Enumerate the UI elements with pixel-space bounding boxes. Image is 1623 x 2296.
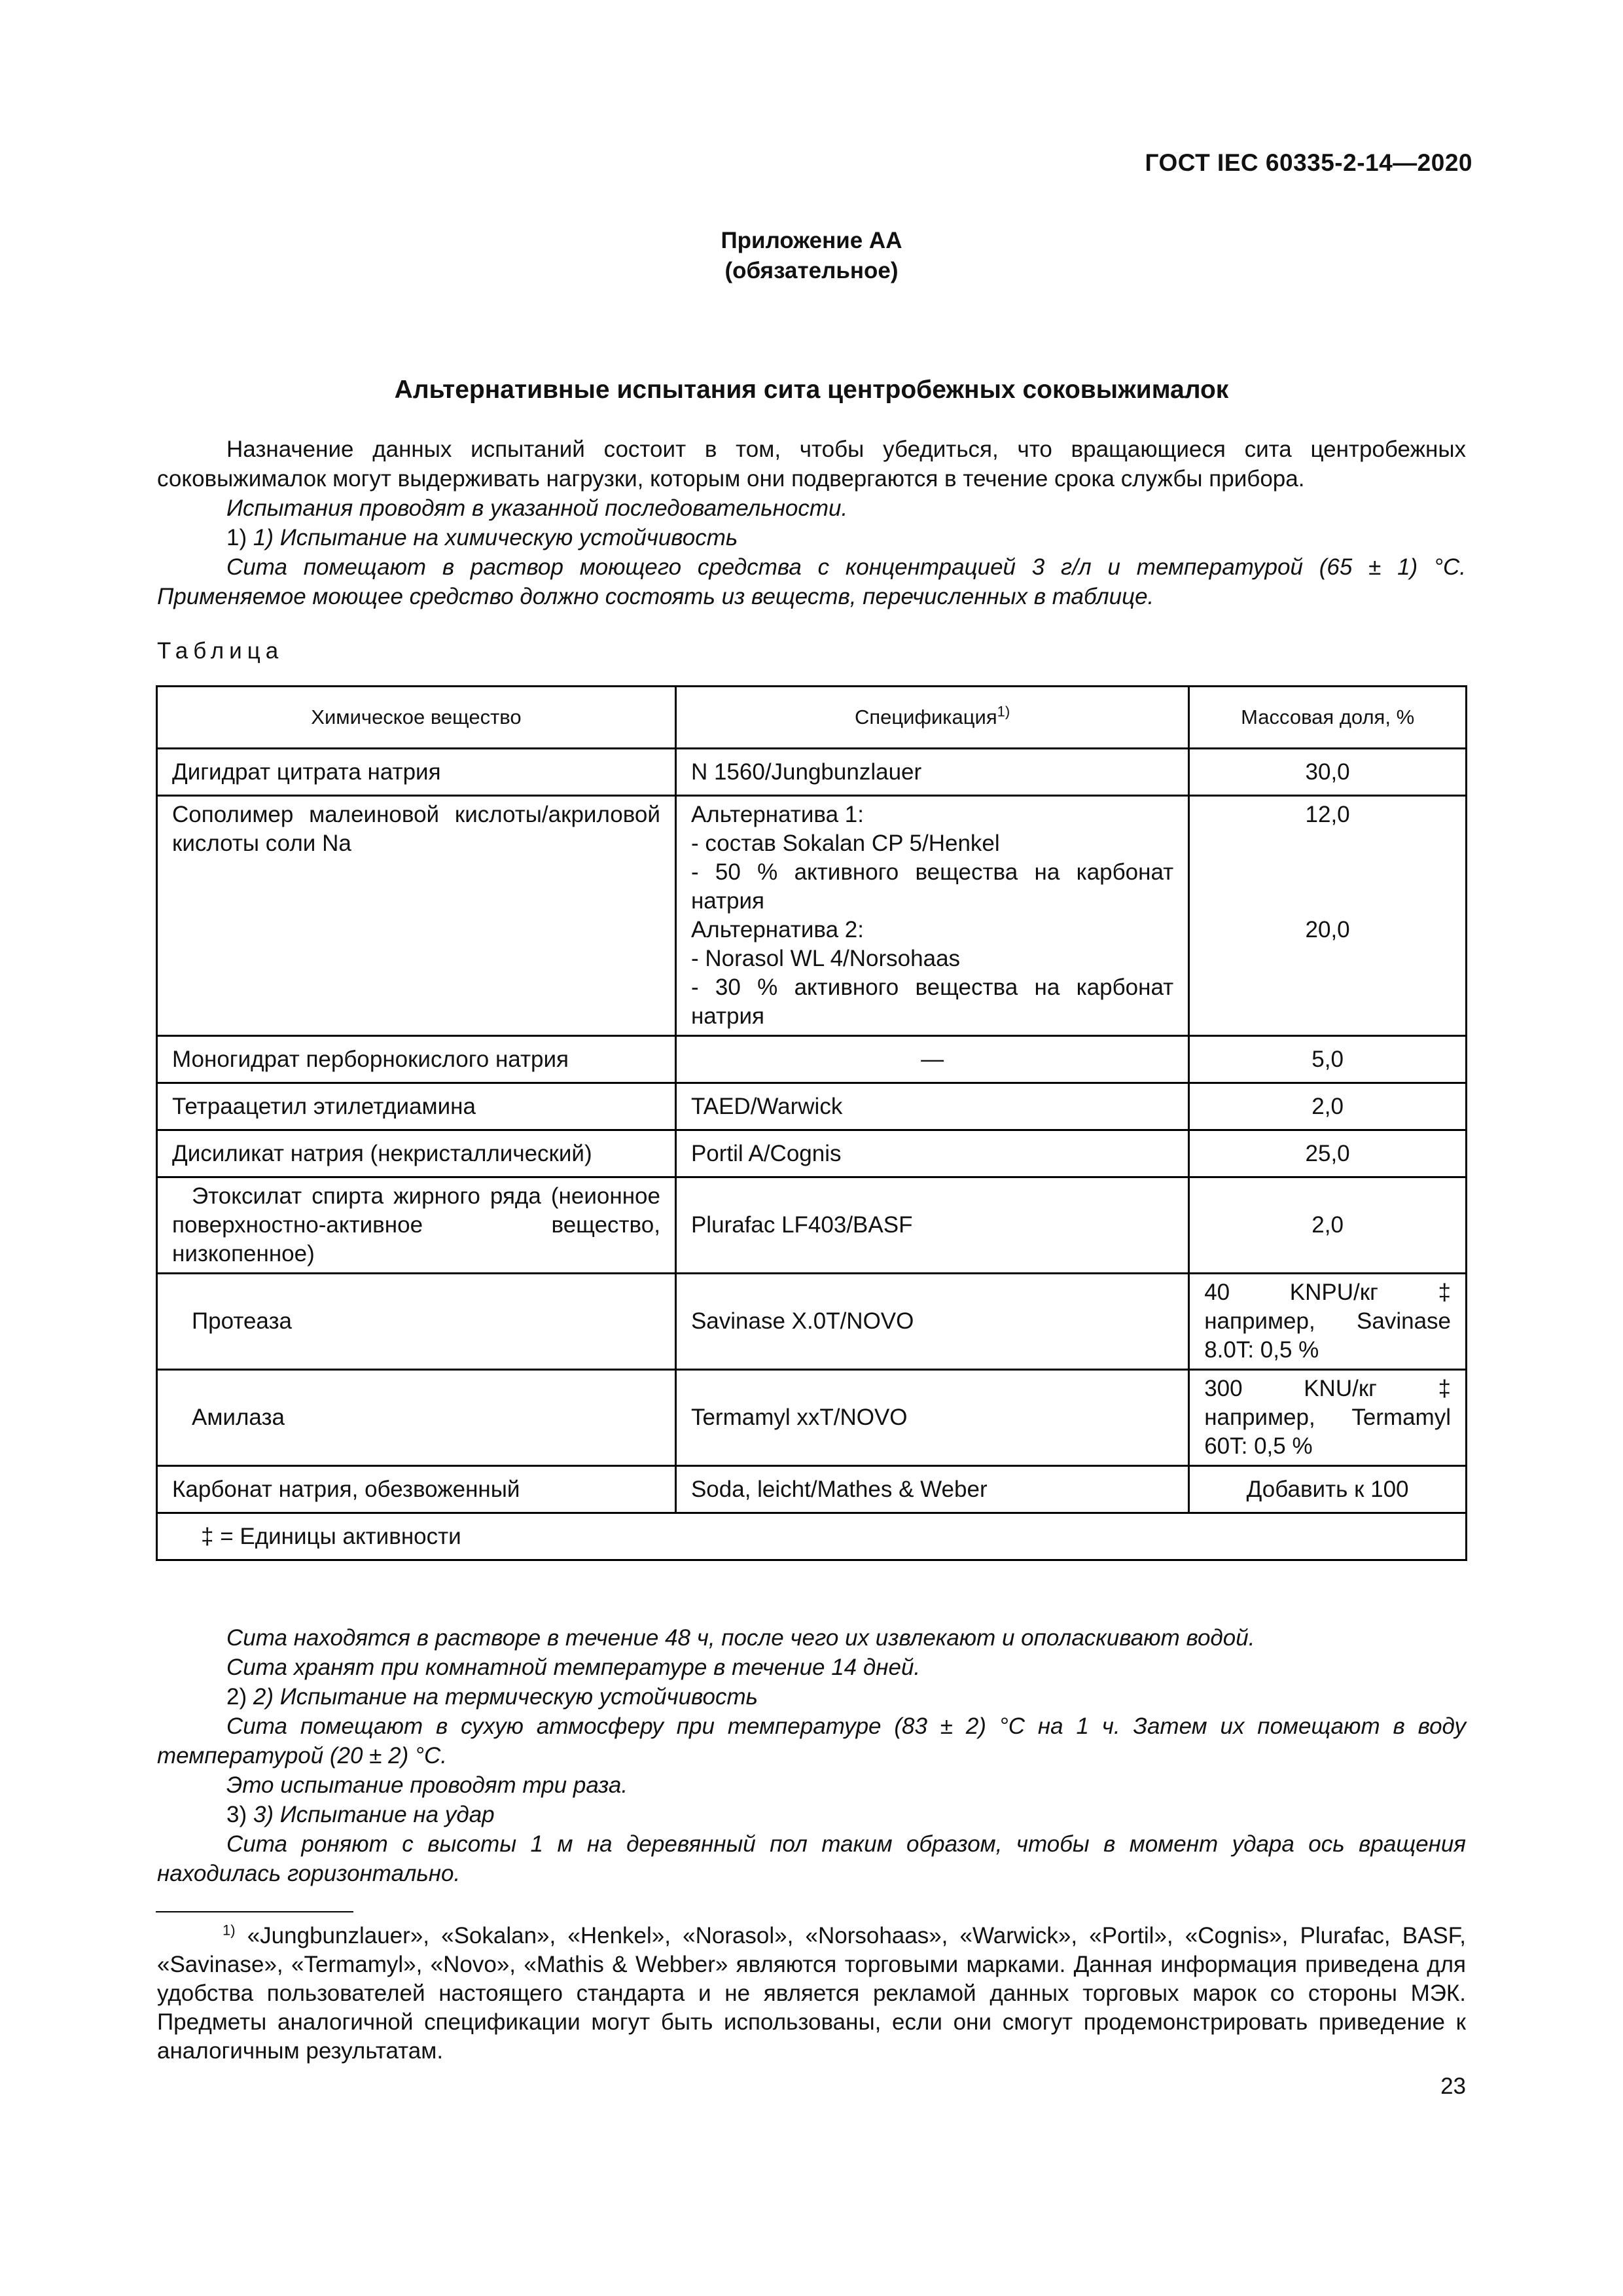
table-row [157, 1370, 1467, 1466]
table-row [157, 1274, 1467, 1370]
cell-spec: N 1560/Jungbunzlauer [675, 749, 1188, 796]
procedure-line: Сита роняют с высоты 1 м на деревянный пол таким образом, чтобы в момент удара ось вращения находилась горизонтально. [157, 1831, 1466, 1886]
intro-procedure: Сита помещают в раствор моющего средства с концентрацией 3 г/л и температурой (65 ± 1) °С. Применяемое моющее средство должно состоять из веществ, перечисленных в таблице. [157, 554, 1466, 609]
table-row [157, 1036, 1467, 1083]
chemical-table [156, 685, 1467, 1561]
cell-substance: Дигидрат цитрата натрия [157, 749, 676, 796]
standard-code: ГОСТ IEC 60335-2-14—2020 [1145, 149, 1472, 176]
cell-substance: Амилаза [157, 1370, 676, 1466]
table-row [157, 1083, 1467, 1130]
page-number: 23 [1440, 2073, 1466, 2099]
cell-fraction: 5,0 [1189, 1036, 1467, 1083]
cell-spec: Soda, leicht/Mathes & Weber [675, 1466, 1188, 1513]
header-substance: Химическое вещество [157, 687, 676, 749]
procedure-line: Это испытание проводят три раза. [226, 1772, 628, 1798]
table-row [157, 1177, 1467, 1274]
procedure-line: Сита хранят при комнатной температуре в течение 14 дней. [226, 1655, 921, 1680]
cell-substance: Дисиликат натрия (некристаллический) [157, 1130, 676, 1177]
cell-fraction: 30,0 [1189, 749, 1467, 796]
cell-fraction: 300 KNU/кг ‡ например, Termamyl 60T: 0,5 % [1189, 1370, 1467, 1466]
cell-fraction: 40 KNPU/кг ‡ например, Savinase 8.0T: 0,5 % [1189, 1274, 1467, 1370]
test-heading-thermal: 2) 2) Испытание на термическую устойчивость [226, 1684, 758, 1710]
document-title: Альтернативные испытания сита центробежных соковыжималок [394, 376, 1229, 404]
cell-substance: Моногидрат перборнокислого натрия [157, 1036, 676, 1083]
footnote-divider [156, 1911, 353, 1912]
intro-paragraph: Назначение данных испытаний состоит в том, чтобы убедиться, что вращающиеся сита центробежных соковыжималок могут выдерживать нагрузки, которым они подвергаются в течение срока службы прибора. [157, 437, 1466, 492]
annex-status: (обязательное) [724, 258, 899, 283]
cell-substance: Этоксилат спирта жирного ряда (неионное поверхностно-активное вещество, низкопенное) [157, 1177, 676, 1274]
table-note: ‡ = Единицы активности [157, 1513, 1467, 1560]
cell-fraction: 12,0 20,0 [1189, 796, 1467, 1036]
table-row [157, 1466, 1467, 1513]
cell-substance: Протеаза [157, 1274, 676, 1370]
table-row [157, 1130, 1467, 1177]
table-note-row [157, 1513, 1467, 1560]
cell-spec: Plurafac LF403/BASF [675, 1177, 1188, 1274]
cell-spec: Savinase X.0T/NOVO [675, 1274, 1188, 1370]
procedure-line: Сита помещают в сухую атмосферу при температуре (83 ± 2) °С на 1 ч. Затем их помещают в воду температурой (20 ± 2) °С. [157, 1713, 1466, 1768]
cell-fraction: Добавить к 100 [1189, 1466, 1467, 1513]
procedure-line: Сита находятся в растворе в течение 48 ч, после чего их извлекают и ополаскивают водой. [226, 1625, 1255, 1651]
intro-sequence-note: Испытания проводят в указанной последовательности. [226, 495, 848, 521]
annex-title: Приложение АА [721, 228, 902, 253]
cell-substance: Карбонат натрия, обезвоженный [157, 1466, 676, 1513]
cell-spec: Termamyl xxT/NOVO [675, 1370, 1188, 1466]
cell-spec: Portil A/Cognis [675, 1130, 1188, 1177]
cell-spec: TAED/Warwick [675, 1083, 1188, 1130]
cell-fraction: 2,0 [1189, 1083, 1467, 1130]
cell-fraction: 2,0 [1189, 1177, 1467, 1274]
cell-substance: Сополимер малеиновой кислоты/акриловой кислоты соли Na [157, 796, 676, 1036]
table-header-row [157, 687, 1467, 749]
footnote-mark: 1) [223, 1922, 236, 1939]
table-row [157, 796, 1467, 1036]
intro-section [157, 435, 1466, 611]
cell-spec: Альтернатива 1: - состав Sokalan CP 5/Henkel - 50 % активного вещества на карбонат натрия Альтернатива 2: - Norasol WL 4/Norsohaas - 30 % активного вещества на карбонат натрия [675, 796, 1188, 1036]
table-row [157, 749, 1467, 796]
header-fraction: Массовая доля, % [1189, 687, 1467, 749]
cell-substance: Тетраацетил этилетдиамина [157, 1083, 676, 1130]
footnote: $^{1)}$ «Jungbunzlauer», «Sokalan», «Henkel», «Norasol», «Norsohaas», «Warwick», «Portil», «Cognis», Plurafac, BASF, «Savinase», «Termamyl», «Novo», «Mathis & Webber» являются торговыми марками. Данная информация приведена для удобства пользователей настоящего стандарта и не является рекламой данных торговых марок со стороны МЭК. Предметы аналогичной спецификации могут быть использованы, если они смогут продемонстрировать приведение к аналогичным результатам. [157, 1922, 1466, 2064]
test-heading-impact: 3) 3) Испытание на удар [226, 1802, 495, 1827]
header-spec: Спецификация$^{1)}$ [675, 687, 1188, 749]
after-table-section [157, 1623, 1466, 1888]
table-label: Таблица [157, 638, 284, 664]
test-heading-chemical: 1) 1) Испытание на химическую устойчивость [226, 525, 738, 550]
cell-fraction: 25,0 [1189, 1130, 1467, 1177]
footnote-ref: 1) [997, 703, 1010, 720]
cell-spec: — [675, 1036, 1188, 1083]
